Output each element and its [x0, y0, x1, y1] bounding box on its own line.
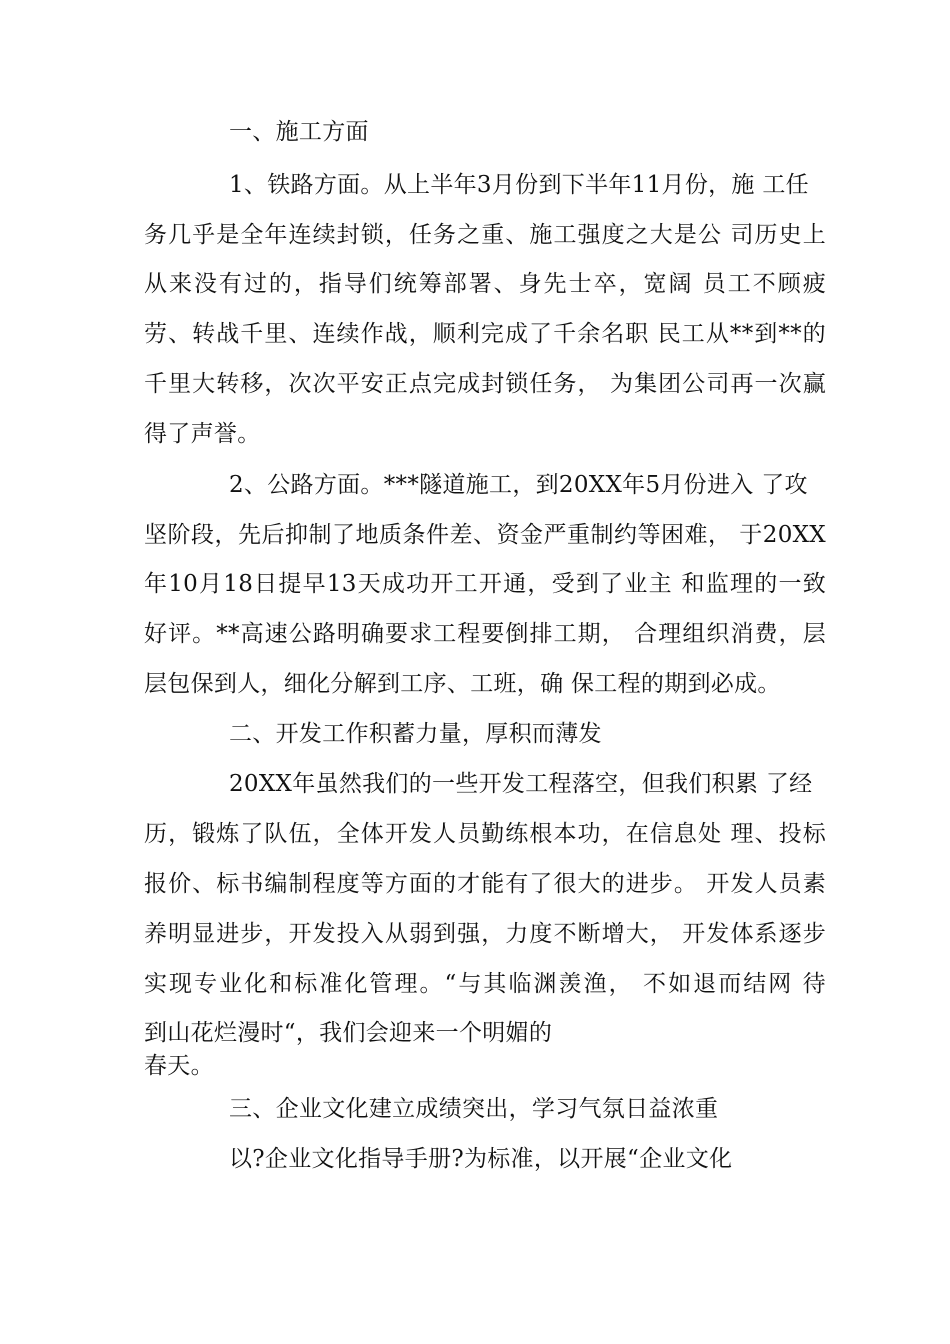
paragraph-line: 2、公路方面。***隧道施工，到20XX年5月份进入 了攻	[229, 472, 808, 498]
section-heading-culture: 三、企业文化建立成绩突出，学习气氛日益浓重	[229, 1096, 719, 1122]
paragraph-line: 坚阶段，先后抑制了地质条件差、资金严重制约等困难， 于20XX	[144, 522, 826, 548]
section-heading-construction: 一、施工方面	[229, 119, 369, 145]
paragraph-line: 1、铁路方面。从上半年3月份到下半年11月份，施 工任	[229, 172, 809, 198]
paragraph-line: 务几乎是全年连续封锁，任务之重、施工强度之大是公 司历史上	[144, 222, 826, 248]
paragraph-line: 年10月18日提早13天成功开工开通，受到了业主 和监理的一致	[144, 571, 826, 597]
paragraph-line: 20XX年虽然我们的一些开发工程落空，但我们积累 了经	[229, 771, 813, 797]
paragraph-line: 劳、转战千里、连续作战，顺利完成了千余名职 民工从**到**的	[144, 321, 826, 347]
paragraph-line: 千里大转移，次次平安正点完成封锁任务， 为集团公司再一次赢	[144, 371, 826, 397]
section-heading-development: 二、开发工作积蓄力量，厚积而薄发	[229, 721, 602, 747]
paragraph-line: 好评。**高速公路明确要求工程要倒排工期， 合理组织消费，层	[144, 621, 826, 647]
paragraph-line: 春天。	[144, 1053, 214, 1079]
paragraph-line: 报价、标书编制程度等方面的才能有了很大的进步。 开发人员素	[144, 871, 826, 897]
paragraph-line: 养明显进步，开发投入从弱到强，力度不断增大， 开发体系逐步	[144, 921, 826, 947]
paragraph-line: 实现专业化和标准化管理。“与其临渊羡渔， 不如退而结网 待	[144, 971, 826, 997]
paragraph-line: 得了声誉。	[144, 421, 261, 447]
paragraph-line: 到山花烂漫时“，我们会迎来一个明媚的	[144, 1020, 553, 1046]
paragraph-line: 以?企业文化指导手册?为标准，以开展“企业文化	[229, 1146, 733, 1172]
paragraph-line: 从来没有过的，指导们统筹部署、身先士卒，宽阔 员工不顾疲	[144, 271, 826, 297]
paragraph-line: 历，锻炼了队伍，全体开发人员勤练根本功，在信息处 理、投标	[144, 821, 826, 847]
paragraph-line: 层包保到人，细化分解到工序、工班，确 保工程的期到必成。	[144, 671, 781, 697]
